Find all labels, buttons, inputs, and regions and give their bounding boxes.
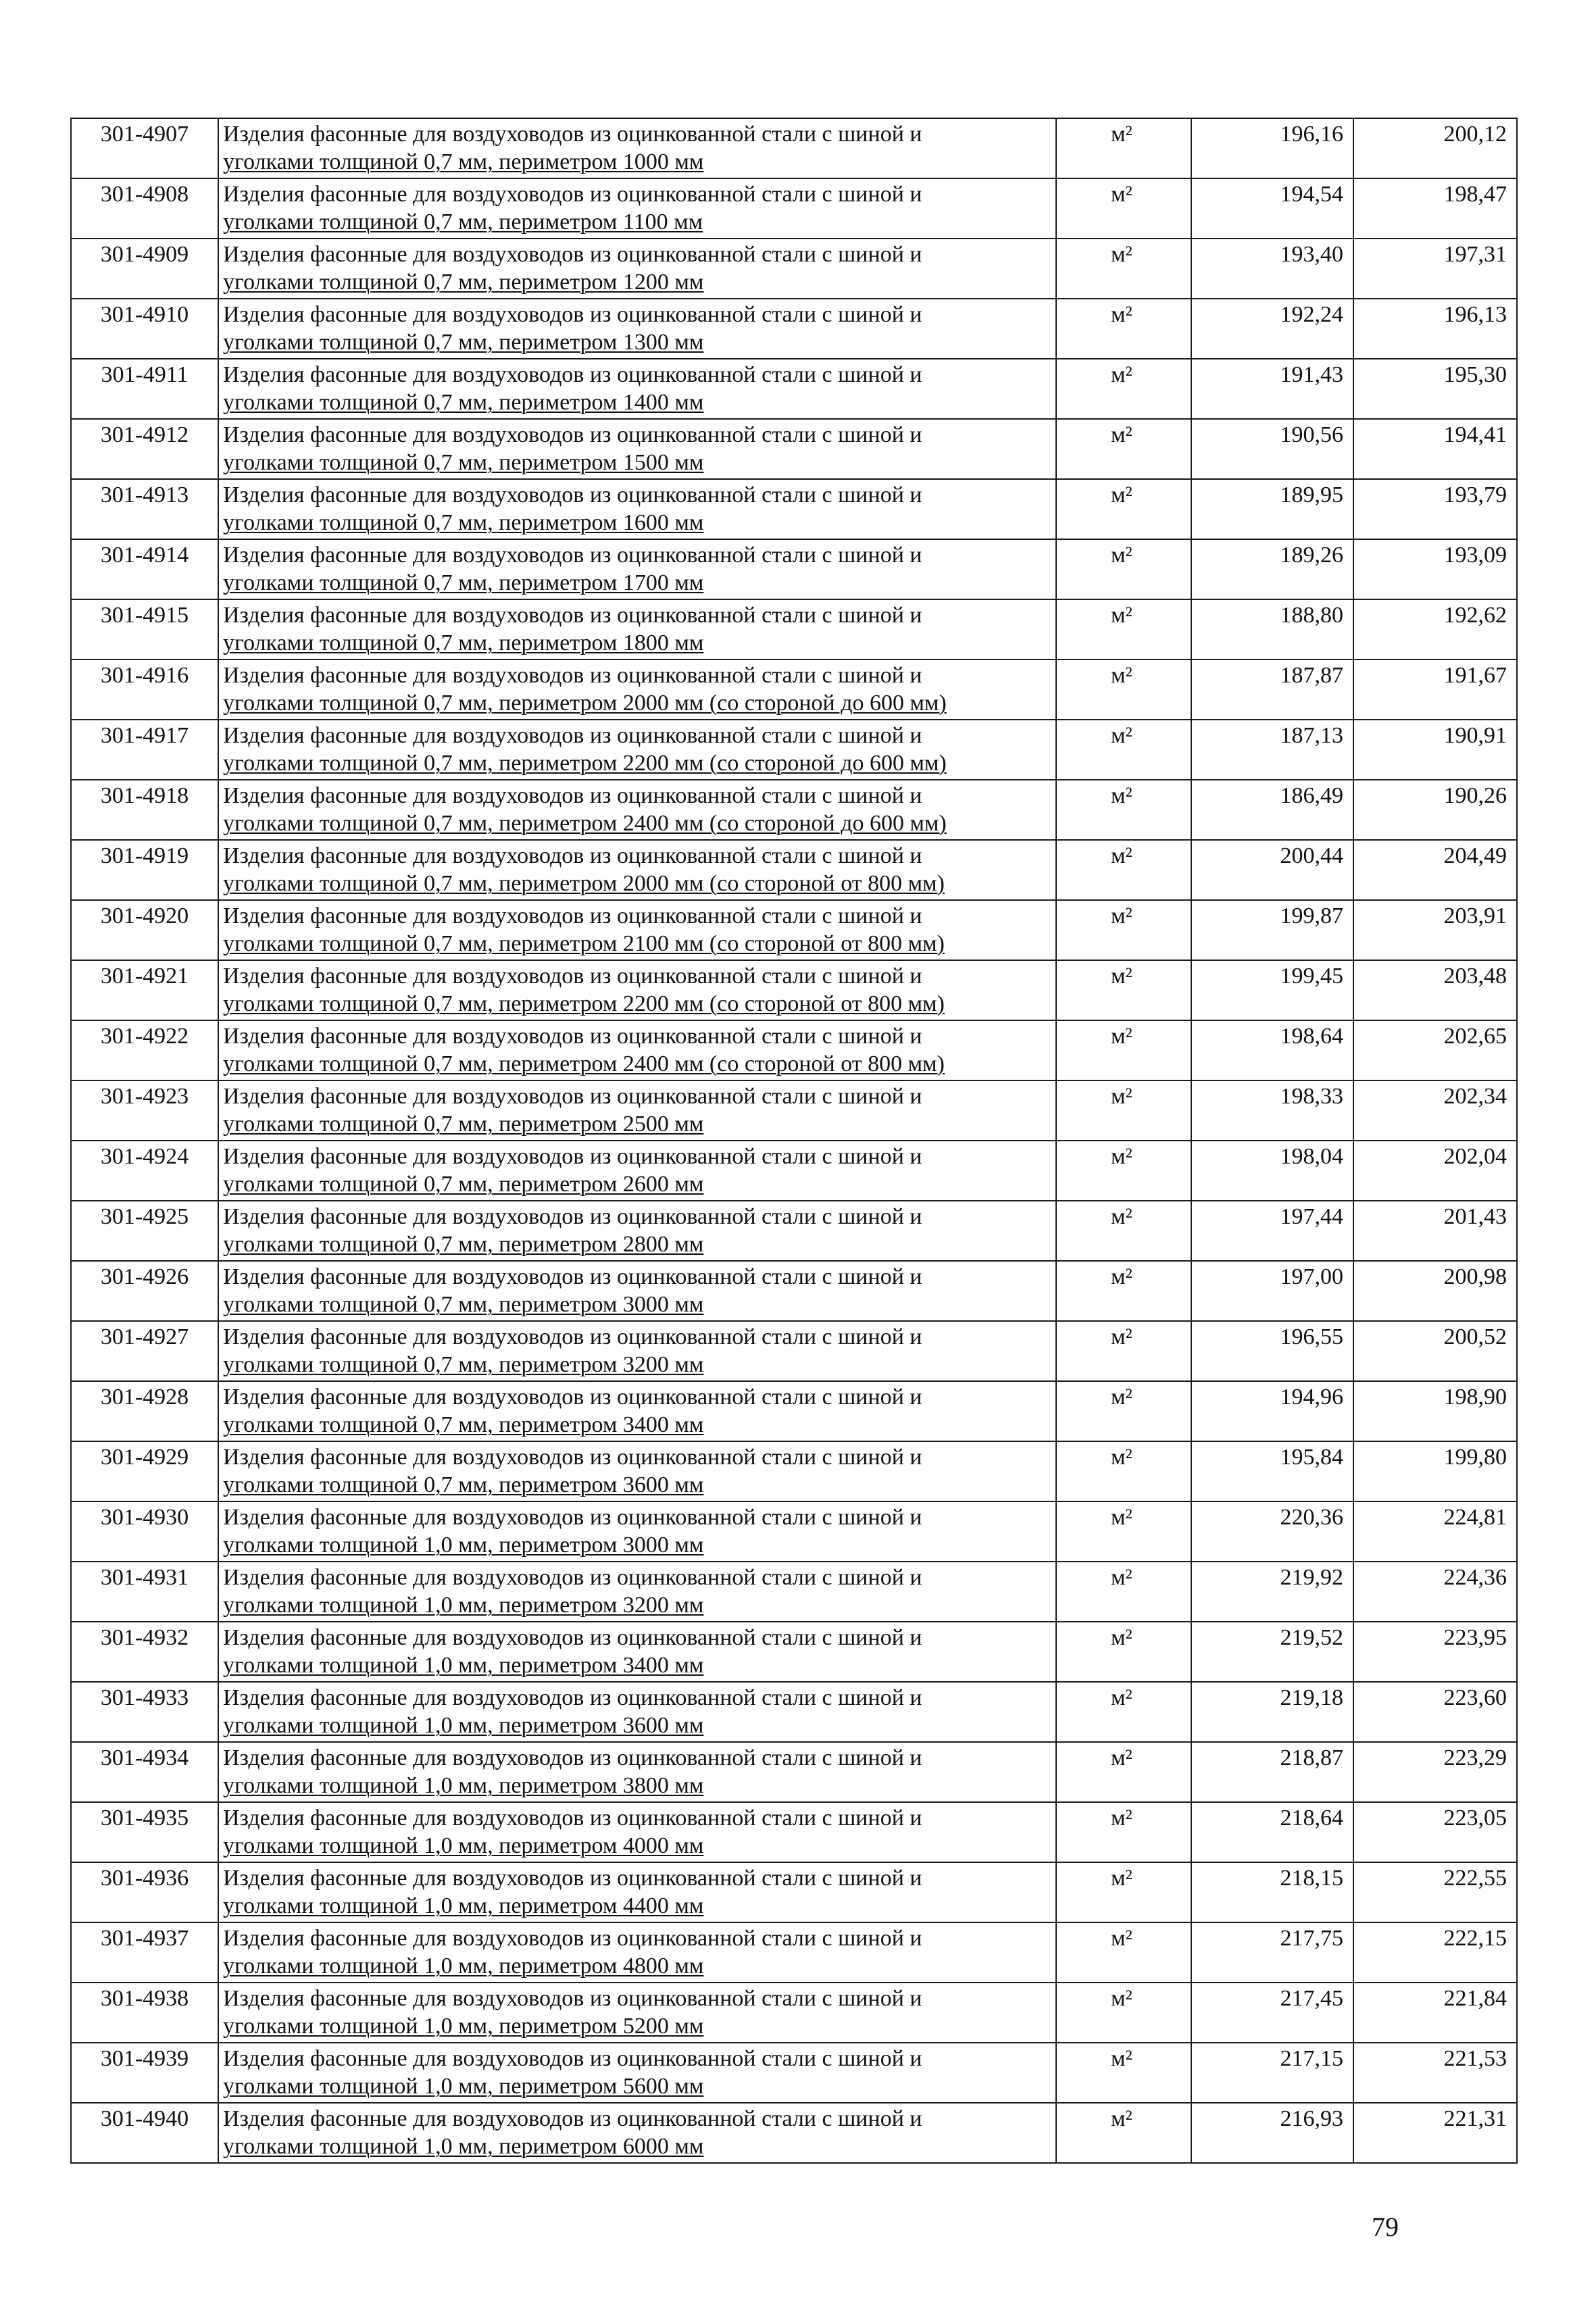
item-description <box>218 1020 1056 1080</box>
table-row <box>71 1742 1517 1802</box>
description-line-1: Изделия фасонные для воздуховодов из оцинкованной стали с шиной и <box>223 1144 922 1169</box>
unit: м² <box>1056 419 1191 479</box>
table-body <box>71 118 1517 2163</box>
price-1: 218,15 <box>1191 1862 1353 1922</box>
item-code: 301-4919 <box>71 840 218 900</box>
price-1: 192,24 <box>1191 299 1353 359</box>
table-row <box>71 1501 1517 1562</box>
table-row <box>71 1562 1517 1622</box>
item-code: 301-4910 <box>71 299 218 359</box>
item-code: 301-4925 <box>71 1201 218 1261</box>
unit: м² <box>1056 359 1191 419</box>
description-line-1: Изделия фасонные для воздуховодов из оцинкованной стали с шиной и <box>223 2106 922 2131</box>
price-1: 195,84 <box>1191 1441 1353 1501</box>
unit: м² <box>1056 599 1191 659</box>
item-code: 301-4940 <box>71 2103 218 2163</box>
description-line-2: уголками толщиной 1,0 мм, периметром 3000 мм <box>223 1533 704 1558</box>
item-code: 301-4914 <box>71 539 218 599</box>
unit: м² <box>1056 1020 1191 1080</box>
unit: м² <box>1056 479 1191 539</box>
price-2: 222,55 <box>1353 1862 1517 1922</box>
description-line-1: Изделия фасонные для воздуховодов из оцинкованной стали с шиной и <box>223 1685 922 1710</box>
description-line-2: уголками толщиной 0,7 мм, периметром 2600 мм <box>223 1172 704 1197</box>
unit: м² <box>1056 1922 1191 1983</box>
item-description <box>218 359 1056 419</box>
price-2: 196,13 <box>1353 299 1517 359</box>
description-line-1: Изделия фасонные для воздуховодов из оцинкованной стали с шиной и <box>223 302 922 327</box>
description-line-1: Изделия фасонные для воздуховодов из оцинкованной стали с шиной и <box>223 422 922 447</box>
item-description <box>218 1381 1056 1441</box>
unit: м² <box>1056 1983 1191 2043</box>
unit: м² <box>1056 900 1191 960</box>
price-2: 198,90 <box>1353 1381 1517 1441</box>
item-description <box>218 780 1056 840</box>
price-2: 221,84 <box>1353 1983 1517 2043</box>
price-2: 203,48 <box>1353 960 1517 1020</box>
item-description <box>218 1080 1056 1141</box>
description-line-1: Изделия фасонные для воздуховодов из оцинкованной стали с шиной и <box>223 1505 922 1530</box>
description-line-1: Изделия фасонные для воздуховодов из оцинкованной стали с шиной и <box>223 1084 922 1109</box>
price-1: 216,93 <box>1191 2103 1353 2163</box>
item-description <box>218 1261 1056 1321</box>
description-line-2: уголками толщиной 0,7 мм, периметром 2000 мм (со стороной от 800 мм) <box>223 871 945 896</box>
table-row <box>71 2103 1517 2163</box>
unit: м² <box>1056 1381 1191 1441</box>
description-line-2: уголками толщиной 0,7 мм, периметром 2200 мм (со стороной от 800 мм) <box>223 991 945 1016</box>
price-1: 199,87 <box>1191 900 1353 960</box>
description-line-2: уголками толщиной 0,7 мм, периметром 2200 мм (со стороной до 600 мм) <box>223 751 947 776</box>
table-row <box>71 1922 1517 1983</box>
table-row <box>71 178 1517 239</box>
item-code: 301-4917 <box>71 720 218 780</box>
item-description <box>218 960 1056 1020</box>
price-2: 223,60 <box>1353 1682 1517 1742</box>
item-description <box>218 720 1056 780</box>
description-line-2: уголками толщиной 1,0 мм, периметром 3200 мм <box>223 1593 704 1618</box>
unit: м² <box>1056 1622 1191 1682</box>
price-2: 197,31 <box>1353 239 1517 299</box>
item-code: 301-4921 <box>71 960 218 1020</box>
description-line-1: Изделия фасонные для воздуховодов из оцинкованной стали с шиной и <box>223 1806 922 1831</box>
item-code: 301-4937 <box>71 1922 218 1983</box>
table-row <box>71 479 1517 539</box>
item-code: 301-4930 <box>71 1501 218 1562</box>
unit: м² <box>1056 960 1191 1020</box>
price-1: 190,56 <box>1191 419 1353 479</box>
item-code: 301-4936 <box>71 1862 218 1922</box>
item-description <box>218 659 1056 720</box>
unit: м² <box>1056 1862 1191 1922</box>
price-1: 194,96 <box>1191 1381 1353 1441</box>
price-2: 202,04 <box>1353 1141 1517 1201</box>
item-description <box>218 599 1056 659</box>
description-line-1: Изделия фасонные для воздуховодов из оцинкованной стали с шиной и <box>223 1385 922 1410</box>
item-description <box>218 1922 1056 1983</box>
item-description <box>218 1802 1056 1862</box>
price-1: 188,80 <box>1191 599 1353 659</box>
price-1: 218,64 <box>1191 1802 1353 1862</box>
description-line-1: Изделия фасонные для воздуховодов из оцинкованной стали с шиной и <box>223 1324 922 1349</box>
price-1: 198,64 <box>1191 1020 1353 1080</box>
price-1: 219,92 <box>1191 1562 1353 1622</box>
unit: м² <box>1056 2043 1191 2103</box>
description-line-2: уголками толщиной 1,0 мм, периметром 3600 мм <box>223 1713 704 1738</box>
unit: м² <box>1056 1080 1191 1141</box>
description-line-2: уголками толщиной 1,0 мм, периметром 6000 мм <box>223 2134 704 2159</box>
price-1: 200,44 <box>1191 840 1353 900</box>
price-2: 224,36 <box>1353 1562 1517 1622</box>
unit: м² <box>1056 539 1191 599</box>
table-row <box>71 1862 1517 1922</box>
table-row <box>71 900 1517 960</box>
item-code: 301-4934 <box>71 1742 218 1802</box>
description-line-1: Изделия фасонные для воздуховодов из оцинкованной стали с шиной и <box>223 1866 922 1891</box>
description-line-2: уголками толщиной 1,0 мм, периметром 4400 мм <box>223 1893 704 1918</box>
unit: м² <box>1056 659 1191 720</box>
item-description <box>218 479 1056 539</box>
unit: м² <box>1056 1201 1191 1261</box>
item-description <box>218 1321 1056 1381</box>
description-line-2: уголками толщиной 0,7 мм, периметром 2500 мм <box>223 1112 704 1137</box>
description-line-2: уголками толщиной 0,7 мм, периметром 2400 мм (со стороной до 600 мм) <box>223 811 947 836</box>
price-2: 191,67 <box>1353 659 1517 720</box>
item-description <box>218 840 1056 900</box>
price-1: 217,45 <box>1191 1983 1353 2043</box>
description-line-2: уголками толщиной 0,7 мм, периметром 1800 мм <box>223 630 704 655</box>
unit: м² <box>1056 1441 1191 1501</box>
price-2: 223,05 <box>1353 1802 1517 1862</box>
description-line-1: Изделия фасонные для воздуховодов из оцинкованной стали с шиной и <box>223 543 922 568</box>
unit: м² <box>1056 1141 1191 1201</box>
item-description <box>218 1682 1056 1742</box>
unit: м² <box>1056 840 1191 900</box>
price-1: 186,49 <box>1191 780 1353 840</box>
table-row <box>71 1441 1517 1501</box>
item-description <box>218 419 1056 479</box>
description-line-2: уголками толщиной 0,7 мм, периметром 1200 мм <box>223 270 704 295</box>
price-2: 200,12 <box>1353 118 1517 178</box>
unit: м² <box>1056 780 1191 840</box>
description-line-1: Изделия фасонные для воздуховодов из оцинкованной стали с шиной и <box>223 603 922 628</box>
description-line-1: Изделия фасонные для воздуховодов из оцинкованной стали с шиной и <box>223 1204 922 1229</box>
description-line-2: уголками толщиной 1,0 мм, периметром 4000 мм <box>223 1833 704 1858</box>
unit: м² <box>1056 299 1191 359</box>
description-line-1: Изделия фасонные для воздуховодов из оцинкованной стали с шиной и <box>223 843 922 868</box>
description-line-2: уголками толщиной 0,7 мм, периметром 1600 мм <box>223 510 704 535</box>
item-code: 301-4928 <box>71 1381 218 1441</box>
item-description <box>218 1622 1056 1682</box>
item-description <box>218 1201 1056 1261</box>
table-row <box>71 2043 1517 2103</box>
price-1: 220,36 <box>1191 1501 1353 1562</box>
price-2: 221,53 <box>1353 2043 1517 2103</box>
unit: м² <box>1056 178 1191 239</box>
description-line-1: Изделия фасонные для воздуховодов из оцинкованной стали с шиной и <box>223 482 922 507</box>
table-row <box>71 1201 1517 1261</box>
item-code: 301-4909 <box>71 239 218 299</box>
item-code: 301-4911 <box>71 359 218 419</box>
description-line-1: Изделия фасонные для воздуховодов из оцинкованной стали с шиной и <box>223 1926 922 1951</box>
price-2: 190,26 <box>1353 780 1517 840</box>
description-line-2: уголками толщиной 1,0 мм, периметром 5200 мм <box>223 2014 704 2039</box>
price-1: 219,52 <box>1191 1622 1353 1682</box>
item-code: 301-4915 <box>71 599 218 659</box>
price-2: 199,80 <box>1353 1441 1517 1501</box>
price-2: 223,29 <box>1353 1742 1517 1802</box>
item-code: 301-4912 <box>71 419 218 479</box>
description-line-1: Изделия фасонные для воздуховодов из оцинкованной стали с шиной и <box>223 362 922 387</box>
item-description <box>218 1562 1056 1622</box>
description-line-1: Изделия фасонные для воздуховодов из оцинкованной стали с шиной и <box>223 1745 922 1770</box>
description-line-2: уголками толщиной 1,0 мм, периметром 3800 мм <box>223 1773 704 1798</box>
price-2: 193,79 <box>1353 479 1517 539</box>
item-code: 301-4938 <box>71 1983 218 2043</box>
item-description <box>218 2103 1056 2163</box>
item-code: 301-4927 <box>71 1321 218 1381</box>
price-1: 194,54 <box>1191 178 1353 239</box>
page-number: 79 <box>1372 2212 1399 2242</box>
price-1: 198,04 <box>1191 1141 1353 1201</box>
table-row <box>71 1080 1517 1141</box>
item-code: 301-4932 <box>71 1622 218 1682</box>
unit: м² <box>1056 1261 1191 1321</box>
description-line-1: Изделия фасонные для воздуховодов из оцинкованной стали с шиной и <box>223 2046 922 2071</box>
price-1: 199,45 <box>1191 960 1353 1020</box>
table-row <box>71 1983 1517 2043</box>
description-line-1: Изделия фасонные для воздуховодов из оцинкованной стали с шиной и <box>223 242 922 267</box>
price-1: 197,44 <box>1191 1201 1353 1261</box>
description-line-1: Изделия фасонные для воздуховодов из оцинкованной стали с шиной и <box>223 783 922 808</box>
item-description <box>218 178 1056 239</box>
table-row <box>71 359 1517 419</box>
price-2: 221,31 <box>1353 2103 1517 2163</box>
unit: м² <box>1056 2103 1191 2163</box>
description-line-2: уголками толщиной 1,0 мм, периметром 4800 мм <box>223 1953 704 1978</box>
price-1: 189,26 <box>1191 539 1353 599</box>
item-code: 301-4920 <box>71 900 218 960</box>
item-code: 301-4933 <box>71 1682 218 1742</box>
item-description <box>218 118 1056 178</box>
price-1: 196,16 <box>1191 118 1353 178</box>
table-row <box>71 1321 1517 1381</box>
table-row <box>71 1802 1517 1862</box>
price-1: 217,75 <box>1191 1922 1353 1983</box>
price-1: 196,55 <box>1191 1321 1353 1381</box>
price-2: 222,15 <box>1353 1922 1517 1983</box>
description-line-1: Изделия фасонные для воздуховодов из оцинкованной стали с шиной и <box>223 663 922 688</box>
price-2: 192,62 <box>1353 599 1517 659</box>
price-2: 203,91 <box>1353 900 1517 960</box>
unit: м² <box>1056 118 1191 178</box>
table-row <box>71 720 1517 780</box>
item-description <box>218 900 1056 960</box>
item-code: 301-4907 <box>71 118 218 178</box>
price-2: 194,41 <box>1353 419 1517 479</box>
item-code: 301-4918 <box>71 780 218 840</box>
table-row <box>71 539 1517 599</box>
unit: м² <box>1056 720 1191 780</box>
item-description <box>218 1441 1056 1501</box>
table-row <box>71 1141 1517 1201</box>
item-description <box>218 1862 1056 1922</box>
table-row <box>71 1682 1517 1742</box>
price-1: 193,40 <box>1191 239 1353 299</box>
price-1: 219,18 <box>1191 1682 1353 1742</box>
table-row <box>71 299 1517 359</box>
description-line-2: уголками толщиной 0,7 мм, периметром 3000 мм <box>223 1292 704 1317</box>
price-2: 202,34 <box>1353 1080 1517 1141</box>
description-line-1: Изделия фасонные для воздуховодов из оцинкованной стали с шиной и <box>223 1986 922 2011</box>
price-2: 223,95 <box>1353 1622 1517 1682</box>
price-2: 224,81 <box>1353 1501 1517 1562</box>
description-line-1: Изделия фасонные для воздуховодов из оцинкованной стали с шиной и <box>223 122 922 147</box>
description-line-2: уголками толщиной 0,7 мм, периметром 1500 мм <box>223 450 704 475</box>
item-code: 301-4922 <box>71 1020 218 1080</box>
description-line-1: Изделия фасонные для воздуховодов из оцинкованной стали с шиной и <box>223 964 922 989</box>
description-line-1: Изделия фасонные для воздуховодов из оцинкованной стали с шиной и <box>223 1565 922 1590</box>
price-2: 190,91 <box>1353 720 1517 780</box>
price-1: 189,95 <box>1191 479 1353 539</box>
description-line-1: Изделия фасонные для воздуховодов из оцинкованной стали с шиной и <box>223 723 922 748</box>
unit: м² <box>1056 1802 1191 1862</box>
description-line-2: уголками толщиной 0,7 мм, периметром 1400 мм <box>223 390 704 415</box>
unit: м² <box>1056 1321 1191 1381</box>
item-code: 301-4923 <box>71 1080 218 1141</box>
description-line-1: Изделия фасонные для воздуховодов из оцинкованной стали с шиной и <box>223 1445 922 1470</box>
description-line-2: уголками толщиной 0,7 мм, периметром 1000 мм <box>223 149 704 174</box>
item-code: 301-4935 <box>71 1802 218 1862</box>
item-code: 301-4929 <box>71 1441 218 1501</box>
table-row <box>71 118 1517 178</box>
price-2: 195,30 <box>1353 359 1517 419</box>
description-line-2: уголками толщиной 0,7 мм, периметром 3400 мм <box>223 1412 704 1437</box>
table-row <box>71 1622 1517 1682</box>
description-line-2: уголками толщиной 0,7 мм, периметром 2100 мм (со стороной от 800 мм) <box>223 931 945 956</box>
price-2: 202,65 <box>1353 1020 1517 1080</box>
price-1: 198,33 <box>1191 1080 1353 1141</box>
description-line-1: Изделия фасонные для воздуховодов из оцинкованной стали с шиной и <box>223 1625 922 1650</box>
description-line-2: уголками толщиной 0,7 мм, периметром 2400 мм (со стороной от 800 мм) <box>223 1051 945 1076</box>
table-row <box>71 840 1517 900</box>
description-line-2: уголками толщиной 0,7 мм, периметром 3600 мм <box>223 1472 704 1497</box>
description-line-1: Изделия фасонные для воздуховодов из оцинкованной стали с шиной и <box>223 903 922 928</box>
table-row <box>71 419 1517 479</box>
description-line-1: Изделия фасонные для воздуховодов из оцинкованной стали с шиной и <box>223 1264 922 1289</box>
unit: м² <box>1056 1682 1191 1742</box>
item-description <box>218 1141 1056 1201</box>
table-row <box>71 1261 1517 1321</box>
description-line-2: уголками толщиной 1,0 мм, периметром 3400 мм <box>223 1653 704 1678</box>
price-1: 187,87 <box>1191 659 1353 720</box>
description-line-2: уголками толщиной 1,0 мм, периметром 5600 мм <box>223 2074 704 2099</box>
description-line-2: уголками толщиной 0,7 мм, периметром 3200 мм <box>223 1352 704 1377</box>
description-line-2: уголками толщиной 0,7 мм, периметром 1100 мм <box>223 209 703 234</box>
item-code: 301-4939 <box>71 2043 218 2103</box>
description-line-2: уголками толщиной 0,7 мм, периметром 1700 мм <box>223 570 704 595</box>
item-description <box>218 1501 1056 1562</box>
item-description <box>218 299 1056 359</box>
item-code: 301-4924 <box>71 1141 218 1201</box>
price-1: 191,43 <box>1191 359 1353 419</box>
description-line-2: уголками толщиной 0,7 мм, периметром 2000 мм (со стороной до 600 мм) <box>223 691 947 716</box>
description-line-1: Изделия фасонные для воздуховодов из оцинкованной стали с шиной и <box>223 182 922 207</box>
item-description <box>218 1983 1056 2043</box>
item-code: 301-4908 <box>71 178 218 239</box>
table-row <box>71 780 1517 840</box>
table-row <box>71 659 1517 720</box>
price-2: 201,43 <box>1353 1201 1517 1261</box>
item-code: 301-4931 <box>71 1562 218 1622</box>
unit: м² <box>1056 1562 1191 1622</box>
price-1: 197,00 <box>1191 1261 1353 1321</box>
price-1: 218,87 <box>1191 1742 1353 1802</box>
price-2: 200,52 <box>1353 1321 1517 1381</box>
price-2: 204,49 <box>1353 840 1517 900</box>
item-description <box>218 239 1056 299</box>
price-1: 187,13 <box>1191 720 1353 780</box>
table-row <box>71 1020 1517 1080</box>
description-line-1: Изделия фасонные для воздуховодов из оцинкованной стали с шиной и <box>223 1024 922 1049</box>
price-2: 193,09 <box>1353 539 1517 599</box>
table-row <box>71 1381 1517 1441</box>
item-code: 301-4913 <box>71 479 218 539</box>
price-1: 217,15 <box>1191 2043 1353 2103</box>
unit: м² <box>1056 1742 1191 1802</box>
description-line-2: уголками толщиной 0,7 мм, периметром 2800 мм <box>223 1232 704 1257</box>
table-row <box>71 960 1517 1020</box>
item-description <box>218 539 1056 599</box>
item-code: 301-4926 <box>71 1261 218 1321</box>
unit: м² <box>1056 1501 1191 1562</box>
price-2: 198,47 <box>1353 178 1517 239</box>
item-code: 301-4916 <box>71 659 218 720</box>
price-2: 200,98 <box>1353 1261 1517 1321</box>
table-row <box>71 599 1517 659</box>
item-description <box>218 1742 1056 1802</box>
description-line-2: уголками толщиной 0,7 мм, периметром 1300 мм <box>223 330 704 355</box>
item-description <box>218 2043 1056 2103</box>
table-row <box>71 239 1517 299</box>
unit: м² <box>1056 239 1191 299</box>
price-table <box>70 118 1518 2164</box>
